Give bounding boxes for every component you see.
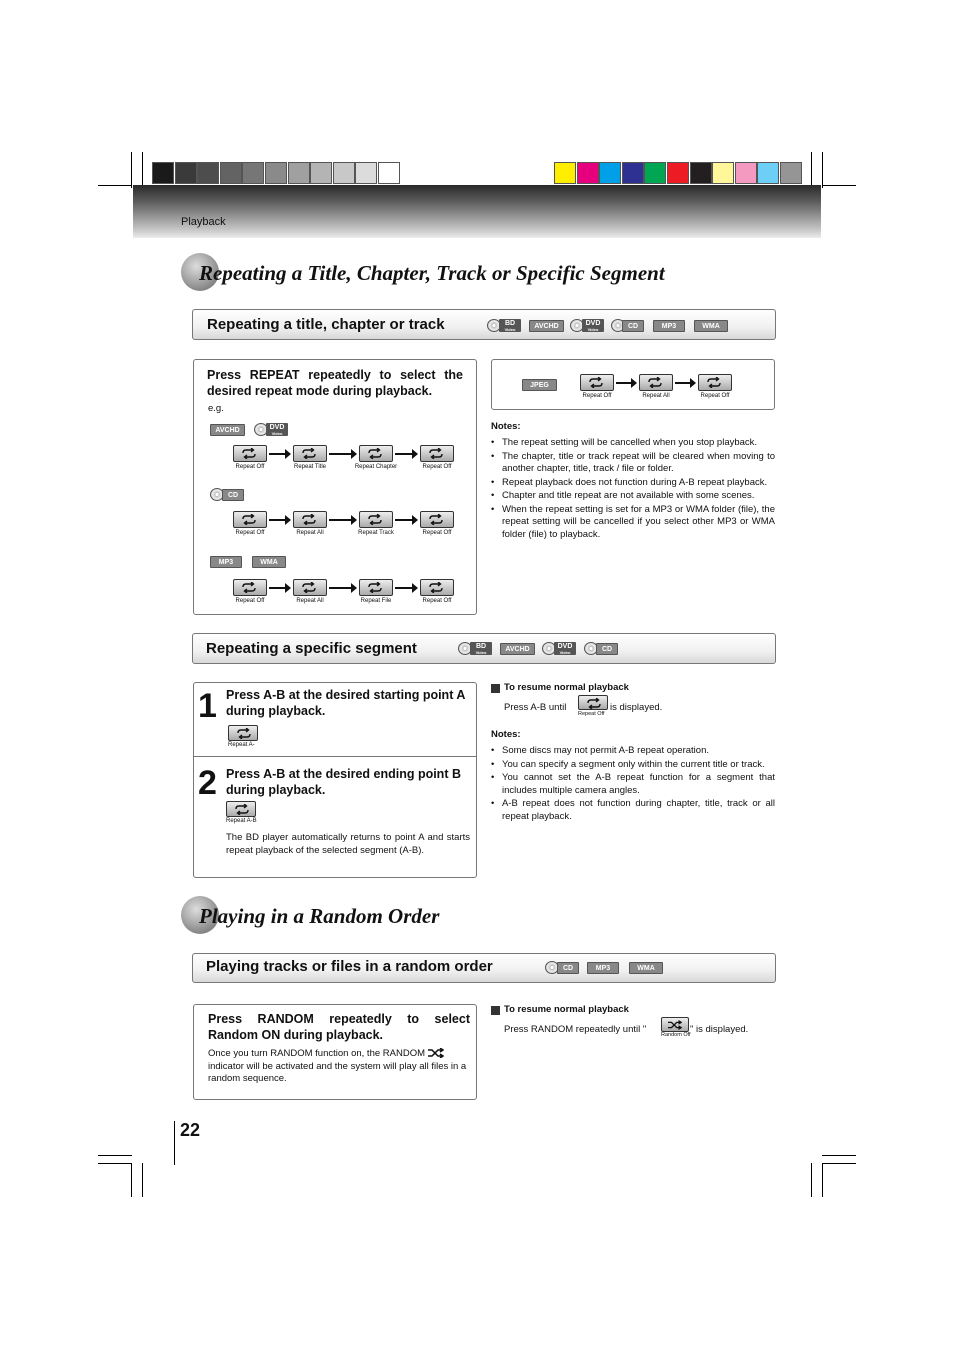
step-number: 1 [198, 687, 217, 725]
calibration-swatch [355, 162, 377, 184]
repeat-icon [578, 695, 608, 710]
calibration-swatch [333, 162, 355, 184]
crop-mark [142, 1163, 143, 1197]
note-item: • The chapter, title or track repeat will be cleared when moving to another chapter, title, track / file or folder. [491, 451, 775, 476]
step1-caption: Repeat A- [228, 742, 255, 748]
repeat-icon [293, 579, 327, 596]
repeat-icon [228, 725, 258, 741]
arrow-right-icon [675, 382, 691, 384]
resume-text-post: " is displayed. [690, 1024, 749, 1035]
calibration-swatch [690, 162, 712, 184]
page-number: 22 [180, 1120, 201, 1140]
random-instruction: Press RANDOM repeatedly to select Random ON during playback. [208, 1012, 470, 1042]
crop-mark [98, 1155, 132, 1156]
calibration-swatch [554, 162, 576, 184]
calibration-swatch [667, 162, 689, 184]
step2-caption: Repeat A-B [226, 818, 257, 824]
note-item: • When the repeat setting is set for a MP3 or WMA folder (file), the repeat setting will be cancelled if you select other MP3 or WMA folder (file) to playback. [491, 504, 775, 542]
wma-badge: WMA [694, 320, 728, 332]
note-item: • Repeat playback does not function during A-B repeat playback. [491, 477, 775, 490]
section-label: Playback [181, 216, 226, 228]
calibration-swatch [265, 162, 287, 184]
bd-badge: BD Video [499, 319, 521, 332]
arrow-right-icon [395, 587, 413, 589]
crop-mark [142, 152, 143, 188]
repeat-mode-label: Repeat All [296, 598, 324, 604]
square-bullet-icon [491, 1006, 500, 1015]
step2-description: The BD player automatically returns to point A and starts repeat playback of the selected segment (A-B). [226, 832, 470, 856]
repeat-mode-label: Repeat All [296, 530, 324, 536]
crop-mark [98, 1163, 132, 1164]
repeat-mode-label: Repeat Off [422, 530, 452, 536]
repeat-mode-label: Repeat All [642, 393, 670, 399]
mp3-badge: MP3 [587, 962, 619, 974]
note-item: • You can specify a segment only within the current title or track. [491, 759, 775, 772]
arrow-right-icon [269, 587, 286, 589]
crop-mark [131, 152, 132, 188]
cd-badge: CD [622, 320, 644, 332]
crop-mark [98, 185, 132, 186]
resume-caption: Random Off [661, 1032, 691, 1038]
repeat-icon [233, 511, 267, 528]
arrow-right-icon [395, 519, 413, 521]
calibration-swatch [757, 162, 779, 184]
note-item: • Chapter and title repeat are not available with some scenes. [491, 490, 775, 503]
dvd-badge: DVD Video [266, 423, 288, 436]
cd-badge: CD [557, 962, 579, 974]
repeat-icon [580, 374, 614, 391]
repeat-icon [639, 374, 673, 391]
divider [193, 756, 477, 757]
mp3-badge: MP3 [653, 320, 685, 332]
repeat-mode-label: Repeat Off [235, 598, 265, 604]
repeat-icon [420, 511, 454, 528]
crop-mark [811, 152, 812, 188]
repeat-icon [359, 445, 393, 462]
note-item: • A-B repeat does not function during chapter, title, track or all repeat playback. [491, 798, 775, 823]
subsection-title: Repeating a specific segment [206, 640, 417, 657]
cd-badge: CD [596, 643, 618, 655]
random-description: Once you turn RANDOM function on, the RANDOM indicator will be activated and the system will play all files in a random sequence. [208, 1048, 467, 1084]
section-title: Playing in a Random Order [199, 904, 440, 928]
calibration-swatch [378, 162, 400, 184]
jpeg-badge: JPEG [522, 379, 557, 391]
avchd-badge: AVCHD [210, 424, 245, 436]
shuffle-icon [661, 1017, 689, 1032]
calibration-swatch [712, 162, 734, 184]
arrow-right-icon [269, 519, 286, 521]
calibration-swatch [152, 162, 174, 184]
step-number: 2 [198, 764, 217, 802]
calibration-swatch [599, 162, 621, 184]
resume-text-post: is displayed. [610, 702, 663, 713]
calibration-swatch [197, 162, 219, 184]
notes-title: Notes: [491, 421, 521, 432]
arrow-right-icon [329, 453, 352, 455]
subsection-title: Playing tracks or files in a random order [206, 958, 493, 975]
repeat-icon [698, 374, 732, 391]
crop-mark [822, 1155, 856, 1156]
arrow-right-icon [329, 519, 352, 521]
resume-title: To resume normal playback [504, 1004, 629, 1015]
repeat-icon [233, 445, 267, 462]
crop-mark [811, 1163, 812, 1197]
shuffle-icon [428, 1048, 444, 1058]
arrow-right-icon [395, 453, 413, 455]
calibration-swatch [622, 162, 644, 184]
arrow-right-icon [269, 453, 286, 455]
wma-badge: WMA [629, 962, 663, 974]
crop-mark [822, 152, 823, 188]
crop-mark [131, 1163, 132, 1197]
crop-mark [822, 1163, 856, 1164]
repeat-mode-label: Repeat Chapter [354, 464, 398, 470]
repeat-icon [359, 579, 393, 596]
crop-mark [822, 185, 856, 186]
mp3-badge: MP3 [210, 556, 242, 568]
notes-list [491, 745, 775, 824]
step1-text: Press A-B at the desired starting point A during playback. [226, 688, 465, 718]
repeat-icon [420, 579, 454, 596]
subsection-title: Repeating a title, chapter or track [207, 316, 445, 333]
calibration-swatch [175, 162, 197, 184]
note-item: • Some discs may not permit A-B repeat operation. [491, 745, 775, 758]
repeat-mode-label: Repeat Off [235, 464, 265, 470]
repeat-mode-label: Repeat Off [422, 464, 452, 470]
cd-badge: CD [222, 489, 244, 501]
resume-text-pre: Press A-B until [504, 702, 567, 713]
repeat-mode-label: Repeat Off [582, 393, 612, 399]
dvd-badge: DVD Video [554, 642, 576, 655]
arrow-right-icon [329, 587, 352, 589]
arrow-right-icon [616, 382, 632, 384]
crop-mark [822, 1163, 823, 1197]
wma-badge: WMA [252, 556, 286, 568]
calibration-swatch [310, 162, 332, 184]
notes-list [491, 437, 775, 542]
resume-caption: Repeat Off [578, 711, 605, 717]
repeat-icon [226, 801, 256, 817]
eg-label: e.g. [208, 403, 224, 414]
repeat-icon [420, 445, 454, 462]
repeat-mode-label: Repeat Track [358, 530, 394, 536]
note-item: • The repeat setting will be cancelled when you stop playback. [491, 437, 775, 450]
step2-text: Press A-B at the desired ending point B during playback. [226, 767, 461, 797]
repeat-mode-label: Repeat Off [235, 530, 265, 536]
page-title: Repeating a Title, Chapter, Track or Specific Segment [199, 261, 665, 285]
avchd-badge: AVCHD [500, 643, 535, 655]
resume-text-pre: Press RANDOM repeatedly until " [504, 1024, 647, 1035]
avchd-badge: AVCHD [529, 320, 564, 332]
note-item: • You cannot set the A-B repeat function for a segment that includes multiple camera angles. [491, 772, 775, 797]
calibration-swatch [644, 162, 666, 184]
dvd-badge: DVD Video [582, 319, 604, 332]
repeat-icon [359, 511, 393, 528]
repeat-instruction: Press REPEAT repeatedly to select the desired repeat mode during playback. [207, 368, 463, 398]
calibration-swatch [288, 162, 310, 184]
bd-badge: BD Video [470, 642, 492, 655]
repeat-mode-label: Repeat Title [293, 464, 327, 470]
calibration-swatch [220, 162, 242, 184]
notes-title: Notes: [491, 729, 521, 740]
header-bar [133, 185, 821, 238]
repeat-mode-label: Repeat Off [422, 598, 452, 604]
calibration-swatch [242, 162, 264, 184]
calibration-swatch [735, 162, 757, 184]
calibration-swatch [577, 162, 599, 184]
repeat-icon [293, 511, 327, 528]
square-bullet-icon [491, 684, 500, 693]
resume-title: To resume normal playback [504, 682, 629, 693]
repeat-mode-label: Repeat File [360, 598, 392, 604]
repeat-mode-label: Repeat Off [700, 393, 730, 399]
page-number-rule [174, 1121, 175, 1165]
repeat-icon [233, 579, 267, 596]
calibration-swatch [780, 162, 802, 184]
repeat-icon [293, 445, 327, 462]
